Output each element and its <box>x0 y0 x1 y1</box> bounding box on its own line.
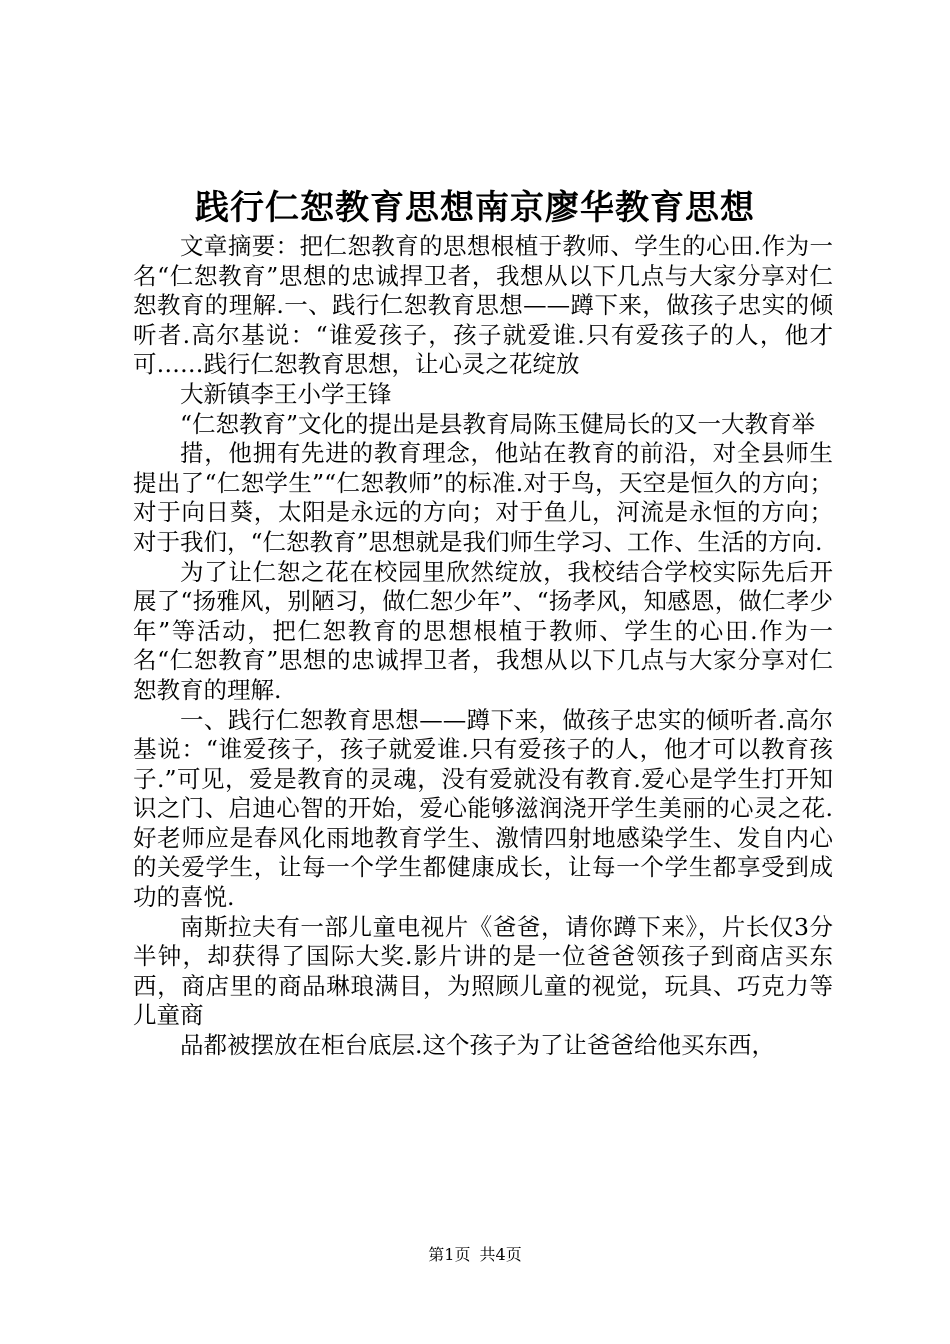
paragraph: 一、践行仁恕教育思想——蹲下来，做孩子忠实的倾听者.高尔基说：“谁爱孩子，孩子就爱谁.只有爱孩子的人，他才可以教育孩子.”可见，爱是教育的灵魂，没有爱就没有教育.爱心是学生打开知识之门、启迪心智的开始，爱心能够滋润浇开学生美丽的心灵之花.好老师应是春风化雨地教育学生、激情四射地感染学生、发自内心的关爱学生，让每一个学生都健康成长，让每一个学生都享受到成功的喜悦. <box>133 705 833 912</box>
page-number: 第1页 <box>428 1245 471 1264</box>
paragraph: 南斯拉夫有一部儿童电视片《爸爸，请你蹲下来》，片长仅3分半钟，却获得了国际大奖.影片讲的是一位爸爸领孩子到商店买东西，商店里的商品琳琅满目，为照顾儿童的视觉，玩具、巧克力等儿童商 <box>133 912 833 1030</box>
document-body <box>133 232 833 1061</box>
page-footer <box>0 1245 950 1265</box>
paragraph-abstract: 文章摘要：把仁恕教育的思想根植于教师、学生的心田.作为一名“仁恕教育”思想的忠诚捍卫者，我想从以下几点与大家分享对仁恕教育的理解.一、践行仁恕教育思想——蹲下来，做孩子忠实的倾听者.高尔基说：“谁爱孩子，孩子就爱谁.只有爱孩子的人，他才可……践行仁恕教育思想，让心灵之花绽放 <box>133 232 833 379</box>
page-total: 共4页 <box>479 1245 522 1264</box>
paragraph: 措，他拥有先进的教育理念，他站在教育的前沿，对全县师生提出了“仁恕学生”“仁恕教师”的标准.对于鸟，天空是恒久的方向；对于向日葵，太阳是永远的方向；对于鱼儿，河流是永恒的方向；对于我们，“仁恕教育”思想就是我们师生学习、工作、生活的方向. <box>133 439 833 556</box>
paragraph: 为了让仁恕之花在校园里欣然绽放，我校结合学校实际先后开展了“扬雅风，别陋习，做仁恕少年”、“扬孝风，知感恩，做仁孝少年”等活动，把仁恕教育的思想根植于教师、学生的心田.作为一名“仁恕教育”思想的忠诚捍卫者，我想从以下几点与大家分享对仁恕教育的理解. <box>133 557 833 704</box>
document-title: 践行仁恕教育思想南京廖华教育思想 <box>195 188 755 228</box>
paragraph: 品都被摆放在柜台底层.这个孩子为了让爸爸给他买东西， <box>180 1031 775 1060</box>
paragraph-author: 大新镇李王小学王锋 <box>180 379 392 408</box>
paragraph-intro: “仁恕教育”文化的提出是县教育局陈玉健局长的又一大教育举 <box>180 409 816 438</box>
